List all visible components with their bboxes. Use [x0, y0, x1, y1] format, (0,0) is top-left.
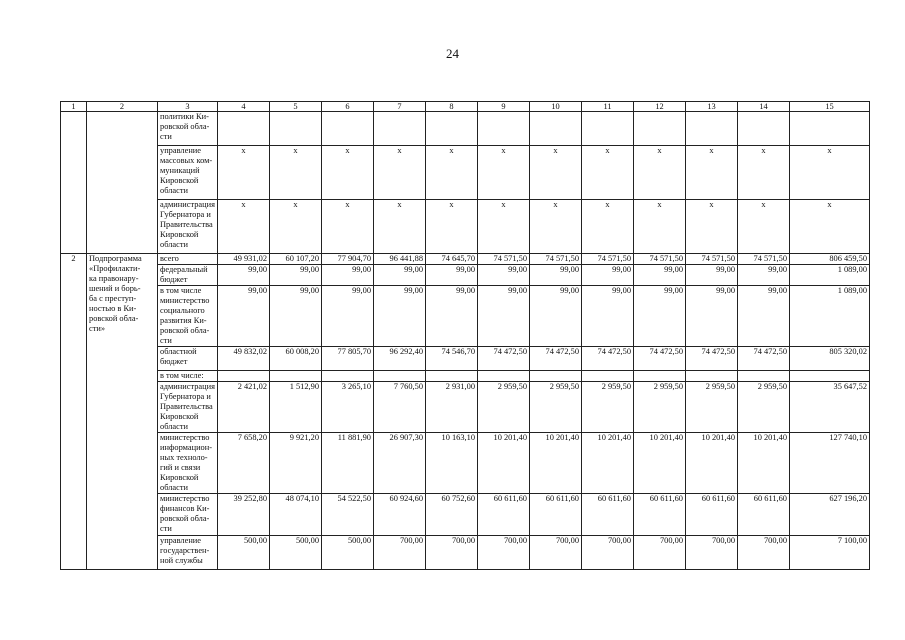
value-cell: х [218, 146, 270, 200]
value-cell: 99,00 [686, 265, 738, 286]
value-cell: 2 931,00 [426, 382, 478, 433]
value-cell: 74 472,50 [634, 347, 686, 371]
table-row [61, 146, 870, 200]
value-cell: 74 472,50 [582, 347, 634, 371]
value-cell: 60 611,60 [686, 494, 738, 536]
executor-cell [158, 112, 218, 146]
column-number-cell: 15 [790, 102, 870, 112]
cell-text-line: политики Ки- [160, 112, 209, 121]
value-cell: х [582, 146, 634, 200]
cell-text-line: Правительства [160, 402, 213, 411]
value-cell: 99,00 [530, 265, 582, 286]
executor-cell [158, 371, 218, 382]
column-number-cell: 14 [738, 102, 790, 112]
value-cell: х [530, 200, 582, 254]
executor-cell [158, 433, 218, 494]
table-body [61, 102, 870, 570]
value-cell: 99,00 [738, 265, 790, 286]
cell-text-line: ной службы [160, 556, 203, 565]
value-cell: 99,00 [270, 286, 322, 347]
table-row [61, 254, 870, 265]
executor-cell [158, 494, 218, 536]
row-number-cell [61, 112, 87, 254]
cell-text-line: Кировской [160, 473, 199, 482]
value-cell: 99,00 [426, 286, 478, 347]
column-number-cell: 9 [478, 102, 530, 112]
value-cell: 60 924,60 [374, 494, 426, 536]
cell-text-line: всего [160, 254, 179, 263]
value-cell: 99,00 [270, 265, 322, 286]
table-row [61, 112, 870, 146]
value-cell [270, 371, 322, 382]
cell-text-line: муникаций [160, 166, 200, 175]
column-number-cell: 11 [582, 102, 634, 112]
value-cell: 99,00 [634, 286, 686, 347]
value-cell: 99,00 [218, 286, 270, 347]
cell-text-line: бюджет [160, 357, 188, 366]
cell-text-line: области [160, 422, 188, 431]
value-cell: 99,00 [218, 265, 270, 286]
value-cell: 99,00 [634, 265, 686, 286]
value-cell: 2 959,50 [738, 382, 790, 433]
value-cell: х [686, 146, 738, 200]
value-cell: 1 089,00 [790, 286, 870, 347]
value-cell: 99,00 [738, 286, 790, 347]
cell-text-line: министерство [160, 433, 210, 442]
value-cell: 99,00 [686, 286, 738, 347]
value-cell: 74 472,50 [738, 347, 790, 371]
cell-text-line: гий и связи [160, 463, 201, 472]
cell-text-line: в том числе: [160, 371, 204, 380]
value-cell: 74 472,50 [530, 347, 582, 371]
table-row [61, 200, 870, 254]
cell-text-line: социального [160, 306, 205, 315]
cell-text-line: Губернатора и [160, 392, 211, 401]
value-cell: 2 959,50 [686, 382, 738, 433]
value-cell: 1 089,00 [790, 265, 870, 286]
value-cell: 2 959,50 [530, 382, 582, 433]
value-cell: 74 571,50 [478, 254, 530, 265]
value-cell [374, 112, 426, 146]
cell-text-line: ка правонару- [89, 274, 139, 283]
value-cell: 99,00 [478, 265, 530, 286]
value-cell [686, 371, 738, 382]
value-cell: х [478, 146, 530, 200]
cell-text-line: министерство [160, 296, 210, 305]
cell-text-line: информацион- [160, 443, 213, 452]
cell-text-line: бюджет [160, 275, 188, 284]
value-cell: 700,00 [374, 536, 426, 570]
program-name-cell [87, 254, 158, 570]
executor-cell [158, 265, 218, 286]
value-cell [790, 112, 870, 146]
value-cell: 2 421,02 [218, 382, 270, 433]
value-cell: х [790, 146, 870, 200]
value-cell: 96 292,40 [374, 347, 426, 371]
value-cell: 700,00 [738, 536, 790, 570]
value-cell: 1 512,90 [270, 382, 322, 433]
value-cell [426, 371, 478, 382]
value-cell: 2 959,50 [634, 382, 686, 433]
value-cell: х [686, 200, 738, 254]
cell-text-line: области [160, 186, 188, 195]
value-cell: х [218, 200, 270, 254]
value-cell: 96 441,88 [374, 254, 426, 265]
value-cell [218, 112, 270, 146]
cell-text-line: ровской обла- [89, 314, 139, 323]
table-row [61, 494, 870, 536]
cell-text-line: ровской обла- [160, 122, 210, 131]
value-cell: 60 752,60 [426, 494, 478, 536]
value-cell: 806 459,50 [790, 254, 870, 265]
value-cell [634, 371, 686, 382]
value-cell: 74 571,50 [530, 254, 582, 265]
cell-text-line: ровской обла- [160, 326, 210, 335]
value-cell: 10 201,40 [738, 433, 790, 494]
column-number-cell: 5 [270, 102, 322, 112]
value-cell: х [426, 146, 478, 200]
table-row [61, 382, 870, 433]
value-cell: х [582, 200, 634, 254]
value-cell: 48 074,10 [270, 494, 322, 536]
cell-text-line: массовых ком- [160, 156, 213, 165]
value-cell [582, 371, 634, 382]
value-cell: 10 201,40 [634, 433, 686, 494]
column-number-cell: 7 [374, 102, 426, 112]
cell-text-line: «Профилакти- [89, 264, 141, 273]
value-cell: 49 931,02 [218, 254, 270, 265]
value-cell: 35 647,52 [790, 382, 870, 433]
value-cell: х [738, 200, 790, 254]
cell-text-line: министерство [160, 494, 210, 503]
value-cell [478, 371, 530, 382]
executor-cell [158, 286, 218, 347]
value-cell: 60 008,20 [270, 347, 322, 371]
cell-text-line: Подпрограмма [89, 254, 142, 263]
cell-text-line: ностью в Ки- [89, 304, 137, 313]
cell-text-line: администрация [160, 200, 215, 209]
column-number-cell: 6 [322, 102, 374, 112]
value-cell: 60 107,20 [270, 254, 322, 265]
value-cell: 54 522,50 [322, 494, 374, 536]
cell-text-line: сти» [89, 324, 106, 333]
cell-text-line: сти [160, 524, 172, 533]
executor-cell [158, 382, 218, 433]
value-cell: 74 571,50 [686, 254, 738, 265]
value-cell: 700,00 [686, 536, 738, 570]
value-cell: 39 252,80 [218, 494, 270, 536]
value-cell: 700,00 [582, 536, 634, 570]
cell-text-line: области [160, 240, 188, 249]
column-number-cell: 2 [87, 102, 158, 112]
value-cell: 60 611,60 [582, 494, 634, 536]
cell-text-line: администрация [160, 382, 215, 391]
cell-text-line: ровской обла- [160, 514, 210, 523]
value-cell: 10 163,10 [426, 433, 478, 494]
value-cell: х [634, 200, 686, 254]
value-cell [478, 112, 530, 146]
column-number-cell: 3 [158, 102, 218, 112]
value-cell [218, 371, 270, 382]
value-cell: 99,00 [582, 265, 634, 286]
header-row [61, 102, 870, 112]
value-cell: 10 201,40 [478, 433, 530, 494]
value-cell [322, 112, 374, 146]
value-cell: 700,00 [634, 536, 686, 570]
value-cell: 9 921,20 [270, 433, 322, 494]
value-cell: 99,00 [322, 286, 374, 347]
value-cell: 99,00 [530, 286, 582, 347]
value-cell: 99,00 [374, 286, 426, 347]
value-cell: 627 196,20 [790, 494, 870, 536]
value-cell: 500,00 [270, 536, 322, 570]
program-name-cell [87, 112, 158, 254]
value-cell: х [530, 146, 582, 200]
cell-text-line: федеральный [160, 265, 208, 274]
value-cell: 99,00 [426, 265, 478, 286]
cell-text-line: финансов Ки- [160, 504, 210, 513]
value-cell: 74 472,50 [478, 347, 530, 371]
value-cell: 10 201,40 [686, 433, 738, 494]
value-cell: х [478, 200, 530, 254]
cell-text-line: государствен- [160, 546, 210, 555]
value-cell: 10 201,40 [530, 433, 582, 494]
value-cell [374, 371, 426, 382]
value-cell: 3 265,10 [322, 382, 374, 433]
executor-cell [158, 536, 218, 570]
value-cell: х [374, 200, 426, 254]
value-cell: 11 881,90 [322, 433, 374, 494]
value-cell [322, 371, 374, 382]
cell-text-line: управление [160, 536, 201, 545]
value-cell: 700,00 [426, 536, 478, 570]
value-cell: 7 100,00 [790, 536, 870, 570]
value-cell [790, 371, 870, 382]
value-cell [530, 371, 582, 382]
cell-text-line: ба с преступ- [89, 294, 137, 303]
value-cell: х [738, 146, 790, 200]
value-cell: 74 546,70 [426, 347, 478, 371]
cell-text-line: ных техноло- [160, 453, 208, 462]
value-cell: 99,00 [582, 286, 634, 347]
executor-cell [158, 146, 218, 200]
cell-text-line: Губернатора и [160, 210, 211, 219]
cell-text-line: Кировской [160, 412, 199, 421]
value-cell: 500,00 [322, 536, 374, 570]
column-number-cell: 13 [686, 102, 738, 112]
cell-text-line: шений и борь- [89, 284, 141, 293]
value-cell: 805 320,02 [790, 347, 870, 371]
table-row [61, 536, 870, 570]
value-cell: 10 201,40 [582, 433, 634, 494]
value-cell: 74 571,50 [738, 254, 790, 265]
value-cell: х [270, 146, 322, 200]
column-number-cell: 10 [530, 102, 582, 112]
value-cell: 74 472,50 [686, 347, 738, 371]
value-cell [686, 112, 738, 146]
value-cell: 60 611,60 [634, 494, 686, 536]
budget-table [60, 101, 870, 570]
value-cell [738, 371, 790, 382]
value-cell: 26 907,30 [374, 433, 426, 494]
value-cell: 127 740,10 [790, 433, 870, 494]
table-row [61, 433, 870, 494]
value-cell: 60 611,60 [530, 494, 582, 536]
column-number-cell: 8 [426, 102, 478, 112]
table-row [61, 347, 870, 371]
table-row [61, 265, 870, 286]
cell-text-line: Правительства [160, 220, 213, 229]
value-cell: 2 959,50 [582, 382, 634, 433]
cell-text-line: сти [160, 132, 172, 141]
cell-text-line: областной [160, 347, 197, 356]
value-cell [270, 112, 322, 146]
value-cell: х [270, 200, 322, 254]
value-cell [426, 112, 478, 146]
value-cell: 99,00 [322, 265, 374, 286]
value-cell: 7 760,50 [374, 382, 426, 433]
value-cell: х [426, 200, 478, 254]
cell-text-line: управление [160, 146, 201, 155]
value-cell: 74 571,50 [582, 254, 634, 265]
executor-cell [158, 254, 218, 265]
cell-text-line: развития Ки- [160, 316, 207, 325]
value-cell: 60 611,60 [738, 494, 790, 536]
cell-text-line: Кировской [160, 176, 199, 185]
page-number: 24 [446, 46, 459, 61]
value-cell: 77 904,70 [322, 254, 374, 265]
value-cell: 77 805,70 [322, 347, 374, 371]
cell-text-line: сти [160, 336, 172, 345]
table-row [61, 371, 870, 382]
value-cell: 99,00 [374, 265, 426, 286]
value-cell: х [374, 146, 426, 200]
row-number-cell: 2 [61, 254, 87, 570]
cell-text-line: в том числе [160, 286, 202, 295]
value-cell [530, 112, 582, 146]
cell-text-line: Кировской [160, 230, 199, 239]
value-cell: 49 832,02 [218, 347, 270, 371]
value-cell: 2 959,50 [478, 382, 530, 433]
value-cell: 99,00 [478, 286, 530, 347]
value-cell: х [790, 200, 870, 254]
value-cell: х [322, 146, 374, 200]
column-number-cell: 12 [634, 102, 686, 112]
cell-text-line: области [160, 483, 188, 492]
value-cell: х [634, 146, 686, 200]
value-cell: 700,00 [478, 536, 530, 570]
column-number-cell: 1 [61, 102, 87, 112]
executor-cell [158, 200, 218, 254]
value-cell: 60 611,60 [478, 494, 530, 536]
value-cell: 700,00 [530, 536, 582, 570]
value-cell: 500,00 [218, 536, 270, 570]
executor-cell [158, 347, 218, 371]
value-cell: 74 571,50 [634, 254, 686, 265]
value-cell [634, 112, 686, 146]
column-number-cell: 4 [218, 102, 270, 112]
value-cell [738, 112, 790, 146]
value-cell: 74 645,70 [426, 254, 478, 265]
table-row [61, 286, 870, 347]
value-cell: х [322, 200, 374, 254]
value-cell [582, 112, 634, 146]
value-cell: 7 658,20 [218, 433, 270, 494]
